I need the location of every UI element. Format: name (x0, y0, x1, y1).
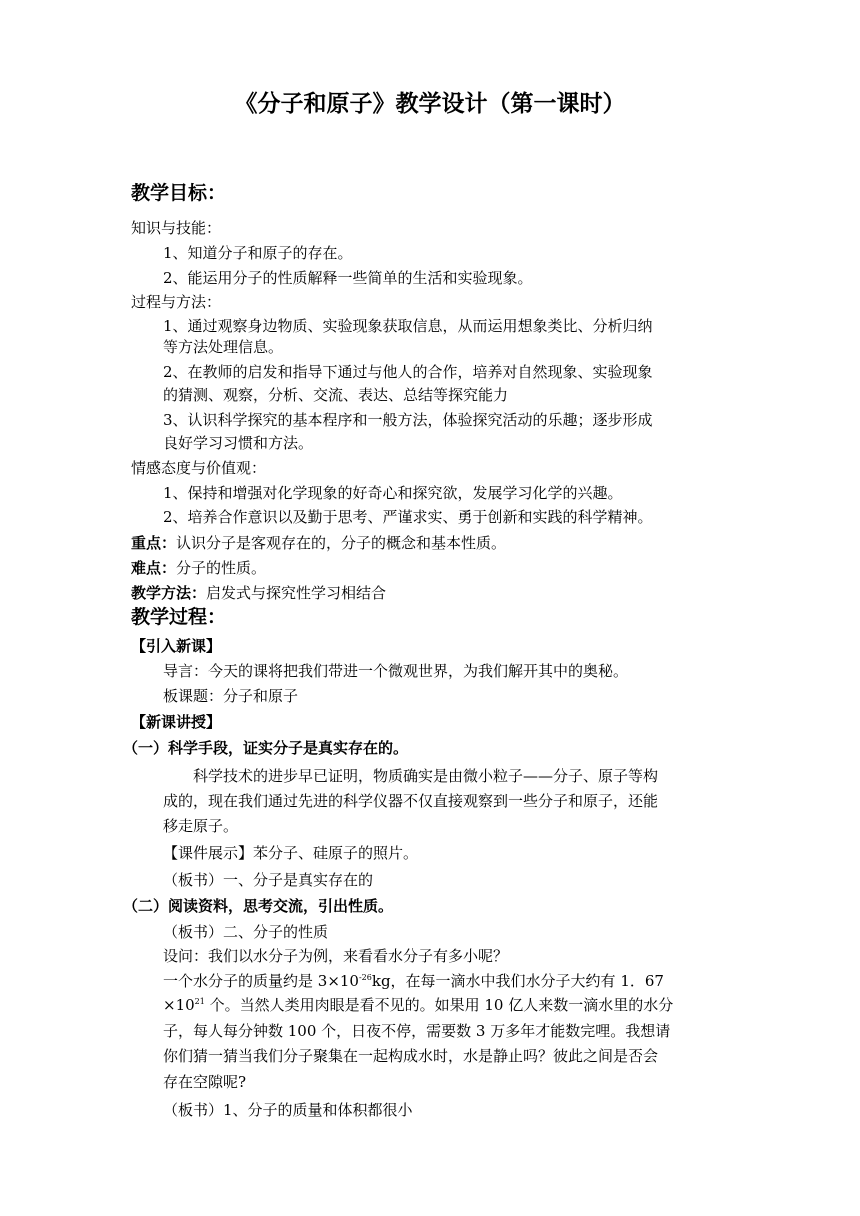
part2-board: （板书）二、分子的性质 (163, 923, 329, 941)
teaching-method-text: 启发式与探究性学习相结合 (206, 584, 387, 602)
goal-item: 1、知道分子和原子的存在。 (163, 244, 353, 262)
goal-item: 1、保持和增强对化学现象的好奇心和探究欲，发展学习化学的兴趣。 (163, 484, 623, 502)
intro-heading: 【引入新课】 (131, 637, 222, 655)
part1-board: （板书）一、分子是真实存在的 (163, 871, 374, 889)
text-run: kg，在每一滴水中我们水分子大约有 1．67 (371, 972, 664, 990)
part2-paragraph-cont: 存在空隙呢? (163, 1073, 247, 1091)
text-run: 一个水分子的质量约是 3×10 (163, 972, 359, 990)
goal-item: 2、能运用分子的性质解释一些简单的生活和实验现象。 (163, 269, 533, 287)
lecture-heading: 【新课讲授】 (131, 713, 222, 731)
goal-item: 1、通过观察身边物质、实验现象获取信息，从而运用想象类比、分析归纳 (163, 317, 653, 335)
text-run: ×10 (163, 996, 195, 1014)
part2-question: 设问：我们以水分子为例，来看看水分子有多小呢？ (163, 947, 509, 965)
exponent: -26 (358, 973, 372, 982)
part2-paragraph-cont (163, 995, 673, 1015)
difficulty-text: 分子的性质。 (176, 559, 267, 577)
knowledge-skills-heading: 知识与技能： (131, 219, 222, 237)
goal-item-cont: 等方法处理信息。 (163, 338, 284, 356)
text-run: 个。当然人类用肉眼是看不见的。如果用 10 亿人来数一滴水里的水分 (204, 996, 674, 1014)
difficulty-label: 难点： (131, 559, 177, 577)
teaching-method (131, 583, 386, 603)
key-point-text: 认识分子是客观存在的，分子的概念和基本性质。 (176, 534, 507, 552)
goal-item: 2、培养合作意识以及勤于思考、严谨求实、勇于创新和实践的科学精神。 (163, 508, 653, 526)
part2-paragraph (163, 971, 664, 991)
part2-heading: （二）阅读资料，思考交流，引出性质。 (123, 897, 394, 915)
goal-item-cont: 良好学习习惯和方法。 (163, 434, 314, 452)
teaching-method-label: 教学方法： (131, 584, 207, 602)
teaching-process-heading: 教学过程： (131, 606, 227, 628)
courseware-show: 【课件展示】苯分子、硅原子的照片。 (163, 844, 419, 862)
process-method-heading: 过程与方法： (131, 293, 222, 311)
exponent: 21 (194, 997, 205, 1006)
part1-paragraph-cont: 成的，现在我们通过先进的科学仪器不仅直接观察到一些分子和原子，还能 (163, 792, 659, 810)
goal-item: 2、在教师的启发和指导下通过与他人的合作，培养对自然现象、实验现象 (163, 363, 653, 381)
part2-paragraph-cont: 子，每人每分钟数 100 个，日夜不停，需要数 3 万多年才能数完哩。我想请 (163, 1022, 671, 1040)
part2-paragraph-cont: 你们猜一猜当我们分子聚集在一起构成水时，水是静止吗？彼此之间是否会 (163, 1047, 659, 1065)
goal-item: 3、认识科学探究的基本程序和一般方法，体验探究活动的乐趣；逐步形成 (163, 411, 653, 429)
attitude-values-heading: 情感态度与价值观： (131, 459, 267, 477)
intro-lead: 导言：今天的课将把我们带进一个微观世界，为我们解开其中的奥秘。 (163, 662, 629, 680)
document-title: 《分子和原子》教学设计（第一课时） (234, 90, 626, 117)
key-point-label: 重点： (131, 534, 177, 552)
intro-board: 板课题：分子和原子 (163, 687, 299, 705)
part1-paragraph-cont: 移走原子。 (163, 817, 239, 835)
part1-paragraph: 科学技术的进步早已证明，物质确实是由微小粒子——分子、原子等构 (193, 767, 659, 785)
key-point (131, 533, 506, 553)
part1-heading: （一）科学手段，证实分子是真实存在的。 (123, 739, 409, 757)
part2-board-2: （板书）1、分子的质量和体积都很小 (163, 1101, 413, 1119)
teaching-goals-heading: 教学目标： (131, 182, 227, 204)
difficulty (131, 558, 266, 578)
goal-item-cont: 的猜测、观察，分析、交流、表达、总结等探究能力 (163, 386, 509, 404)
